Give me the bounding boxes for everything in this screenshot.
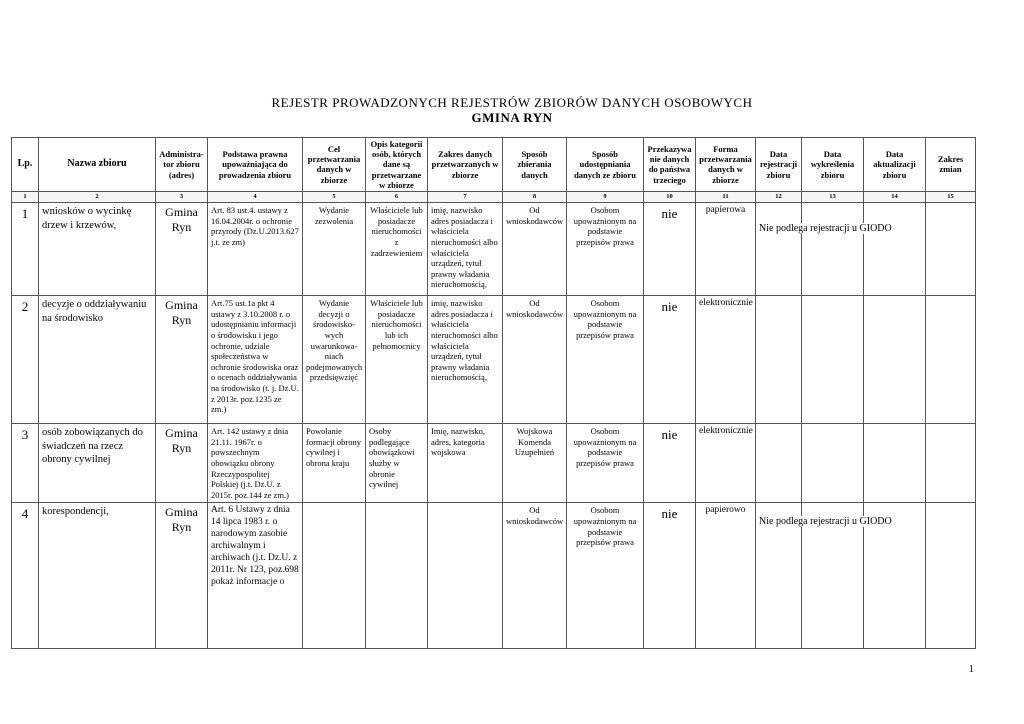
header-changes: Zakres zmian	[926, 138, 976, 192]
row-persons: Osoby podlegające obowiązkowi służby w obronie cywilnej	[366, 424, 428, 503]
col-number: 13	[802, 191, 864, 202]
row-admin: Gmina Ryn	[156, 503, 208, 649]
row-admin: Gmina Ryn	[156, 203, 208, 296]
row-purpose	[303, 503, 366, 649]
header-removal-date: Data wykreślenia zbioru	[802, 138, 864, 192]
row-sharing: Osobom upoważnionym na podstawie przepisów prawa	[567, 424, 644, 503]
row-name: osób zobowiązanych do świadczeń na rzecz obrony cywilnej	[39, 424, 156, 503]
col-number: 8	[503, 191, 567, 202]
header-collection: Sposób zbierania danych	[503, 138, 567, 192]
registry-table	[11, 137, 976, 649]
col-number: 5	[303, 191, 366, 202]
header-admin: Administra-tor zbioru (adres)	[156, 138, 208, 192]
row-update-date	[864, 424, 926, 503]
row-form: papierowa	[696, 203, 756, 296]
row-removal-date	[802, 296, 864, 424]
header-update-date: Data aktualizacji zbioru	[864, 138, 926, 192]
col-number: 15	[926, 191, 976, 202]
giodo-note-row-1: Nie podlega rejestracji u GIODO	[759, 223, 892, 234]
header-legal-basis: Podstawa prawna upoważniająca do prowadzenia zbioru	[208, 138, 303, 192]
row-persons	[366, 503, 428, 649]
row-transfer: nie	[644, 503, 696, 649]
col-number: 6	[366, 191, 428, 202]
row-reg-date	[756, 296, 802, 424]
header-reg-date: Data rejestracji zbioru	[756, 138, 802, 192]
header-persons: Opis kategorii osób, których dane są przetwarzane w zbiorze	[366, 138, 428, 192]
document-subtitle: GMINA RYN	[471, 110, 553, 125]
row-form: elektronicznie	[696, 296, 756, 424]
col-number: 2	[39, 191, 156, 202]
row-removal-date	[802, 203, 864, 296]
row-legal-basis: Art. 142 ustawy z dnia 21.11. 1967r. o powszechnym obowiązku obrony Rzeczypospolitej Polskiej (j.t. Dz.U. z 2015r. poz.144 ze zm.)	[208, 424, 303, 503]
col-number: 11	[696, 191, 756, 202]
row-lp: 2	[12, 296, 39, 424]
header-sharing: Sposób udostępniania danych ze zbioru	[567, 138, 644, 192]
document-title: REJESTR PROWADZONYCH REJESTRÓW ZBIORÓW DANYCH OSOBOWYCH	[271, 95, 753, 110]
row-scope: imię, nazwisko adres posiadacza i właściciela nieruchomości albo właściciela urządzeń, tytuł prawny władania nieruchomością,	[428, 203, 503, 296]
row-lp: 3	[12, 424, 39, 503]
page-number: 1	[968, 663, 974, 675]
row-lp: 1	[12, 203, 39, 296]
col-number: 1	[12, 191, 39, 202]
col-number: 14	[864, 191, 926, 202]
col-number: 9	[567, 191, 644, 202]
row-transfer: nie	[644, 203, 696, 296]
row-name: korespondencji,	[39, 503, 156, 649]
table-row	[12, 203, 976, 296]
row-legal-basis: Art.75 ust.1a pkt 4 ustawy z 3.10.2008 r. o udostępnianiu informacji o środowisku i jego ochronie, udziale społeczeństwa w ochronie środowiska oraz o ocenach oddziaływania na środowisko (t. j. Dz.U. z 2013r. poz.1235 ze zm.)	[208, 296, 303, 424]
row-changes	[926, 503, 976, 649]
col-number: 7	[428, 191, 503, 202]
header-scope: Zakres danych przetwarzanych w zbiorze	[428, 138, 503, 192]
column-number-row	[12, 191, 976, 202]
row-admin: Gmina Ryn	[156, 296, 208, 424]
row-transfer: nie	[644, 424, 696, 503]
row-collection: Od wnioskodawców	[503, 203, 567, 296]
row-collection: Od wnioskodawców	[503, 296, 567, 424]
header-row	[12, 138, 976, 192]
row-sharing: Osobom upoważnionym na podstawie przepisów prawa	[567, 203, 644, 296]
header-transfer: Przekazywa nie danych do państwa trzeciego	[644, 138, 696, 192]
table-row	[12, 296, 976, 424]
row-collection: Wojskowa Komenda Uzupełnień	[503, 424, 567, 503]
row-name: decyzje o oddziaływaniu na środowisko	[39, 296, 156, 424]
row-scope	[428, 503, 503, 649]
giodo-note-row-4: Nie podlega rejestracji u GIODO	[759, 516, 892, 527]
row-purpose: Wydanie decyzji o środowisko-wych uwarunkowa-niach podejmowanych przedsięwzięć	[303, 296, 366, 424]
row-update-date	[864, 203, 926, 296]
table-row	[12, 424, 976, 503]
row-lp: 4	[12, 503, 39, 649]
row-sharing: Osobom upoważnionym na podstawie przepisów prawa	[567, 296, 644, 424]
row-purpose: Powołanie formacji obrony cywilnej i obrona kraju	[303, 424, 366, 503]
row-persons: Właściciele lub posiadacze nieruchomości lub ich pełnomocnicy	[366, 296, 428, 424]
row-transfer: nie	[644, 296, 696, 424]
header-name: Nazwa zbioru	[39, 138, 156, 192]
row-scope: Imię, nazwisko, adres, kategoria wojskowa	[428, 424, 503, 503]
row-removal-date	[802, 424, 864, 503]
row-changes	[926, 424, 976, 503]
row-legal-basis: Art. 6 Ustawy z dnia 14 lipca 1983 r. o narodowym zasobie archiwalnym i archiwach (j.t. Dz.U. z 2011r. Nr 123, poz.698 pokaż informacje o	[208, 503, 303, 649]
row-purpose: Wydanie zezwolenia	[303, 203, 366, 296]
row-reg-date	[756, 424, 802, 503]
row-legal-basis: Art. 83 ust.4. ustawy z 16.04.2004r. o ochronie przyrody (Dz.U.2013.627 j.t. ze zm)	[208, 203, 303, 296]
col-number: 12	[756, 191, 802, 202]
row-name: wniosków o wycinkę drzew i krzewów,	[39, 203, 156, 296]
row-reg-date	[756, 203, 802, 296]
col-number: 3	[156, 191, 208, 202]
row-admin: Gmina Ryn	[156, 424, 208, 503]
header-lp: Lp.	[12, 138, 39, 192]
header-form: Forma przetwarzania danych w zbiorze	[696, 138, 756, 192]
col-number: 10	[644, 191, 696, 202]
row-persons: Właściciele lub posiadacze nieruchomości z zadrzewieniem	[366, 203, 428, 296]
row-update-date	[864, 296, 926, 424]
row-sharing: Osobom upoważnionym na podstawie przepisów prawa	[567, 503, 644, 649]
row-scope: imię, nazwisko adres posiadacza i właściciela nieruchomości albo właściciela urządzeń, tytuł prawny władania nieruchomością,	[428, 296, 503, 424]
row-collection: Od wnioskodawców	[503, 503, 567, 649]
row-form: elektronicznie	[696, 424, 756, 503]
header-purpose: Cel przetwarzania danych w zbiorze	[303, 138, 366, 192]
col-number: 4	[208, 191, 303, 202]
row-changes	[926, 296, 976, 424]
row-changes	[926, 203, 976, 296]
row-form: papierowo	[696, 503, 756, 649]
